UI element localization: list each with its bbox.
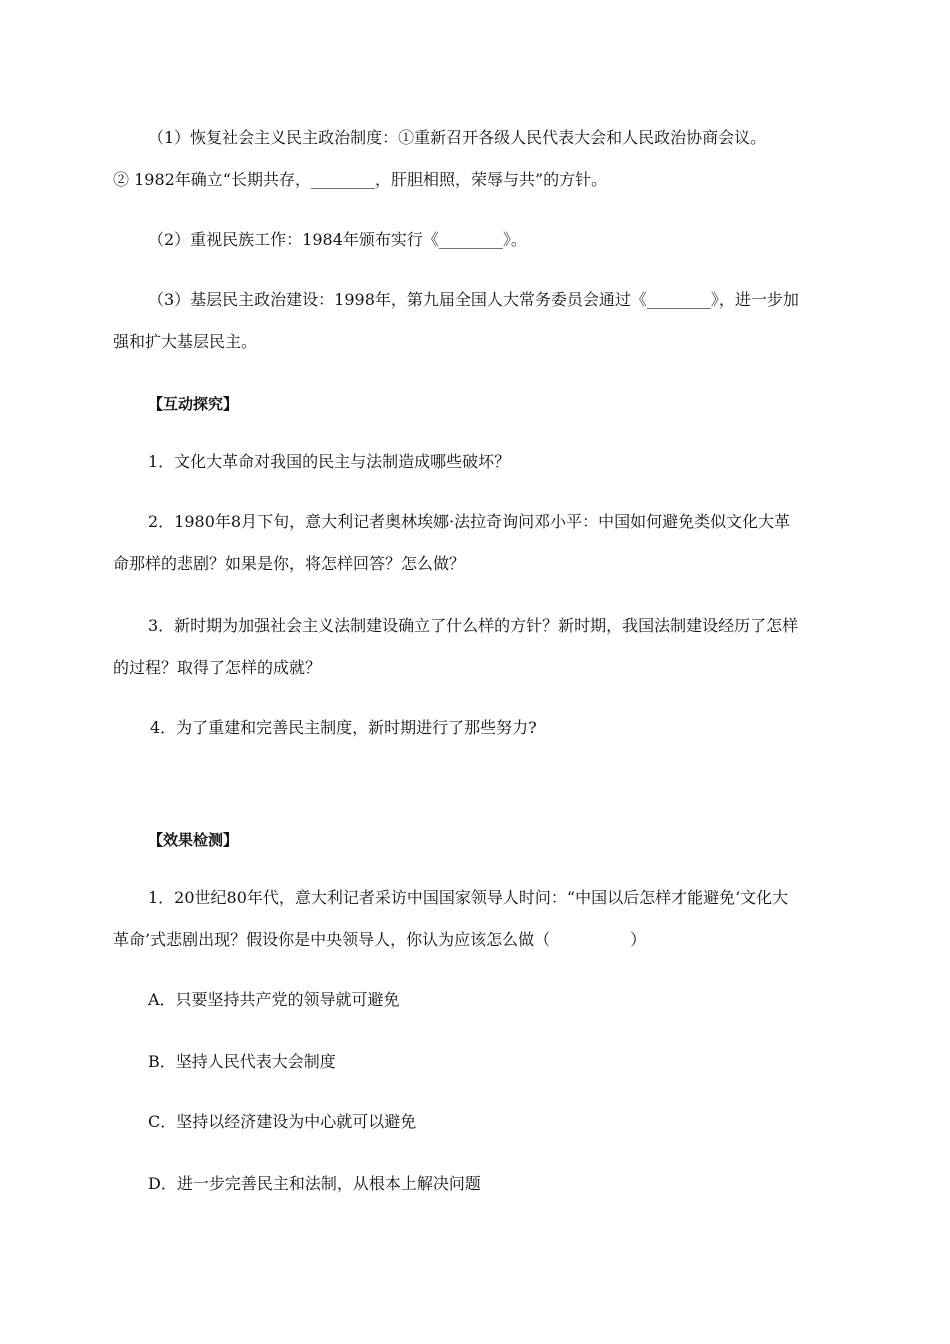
interactive-question-3-line2: 的过程？取得了怎样的成就？ (113, 658, 322, 677)
test-question-1-line1: 1．20世纪80年代，意大利记者采访中国国家领导人时问：“中国以后怎样才能避免‘文化大 (148, 888, 789, 907)
item1-line1: （1）恢复社会主义民主政治制度：①重新召开各级人民代表大会和人民政治协商会议。 (148, 128, 767, 147)
interactive-question-2-line1: 2．1980年8月下旬，意大利记者奥林埃娜·法拉奇询问邓小平：中国如何避免类似文化大革 (148, 512, 791, 531)
option-a: A．只要坚持共产党的领导就可避免 (148, 990, 400, 1009)
item1-line2: ② 1982年确立“长期共存，________，肝胆相照，荣辱与共”的方针。 (113, 170, 608, 189)
item2-line: （2）重视民族工作：1984年颁布实行《________》。 (148, 230, 527, 249)
interactive-heading: 【互动探究】 (148, 395, 239, 413)
interactive-question-4: 4．为了重建和完善民主制度，新时期进行了那些努力? (150, 718, 537, 737)
test-heading: 【效果检测】 (148, 831, 239, 849)
test-question-1-line2: 革命’式悲剧出现？假设你是中央领导人，你认为应该怎么做（ ） (113, 930, 647, 949)
interactive-question-1: 1．文化大革命对我国的民主与法制造成哪些破坏？ (148, 452, 511, 471)
item3-line1: （3）基层民主政治建设：1998年，第九届全国人大常务委员会通过《________》，进一步加 (148, 290, 799, 309)
interactive-question-2-line2: 命那样的悲剧？如果是你，将怎样回答？怎么做？ (113, 554, 466, 573)
item3-line2: 强和扩大基层民主。 (113, 332, 258, 351)
interactive-question-3-line1: 3．新时期为加强社会主义法制建设确立了什么样的方针？新时期，我国法制建设经历了怎样 (148, 616, 799, 635)
option-b: B．坚持人民代表大会制度 (148, 1052, 336, 1071)
option-d: D．进一步完善民主和法制，从根本上解决问题 (148, 1174, 481, 1193)
option-c: C．坚持以经济建设为中心就可以避免 (148, 1112, 417, 1131)
